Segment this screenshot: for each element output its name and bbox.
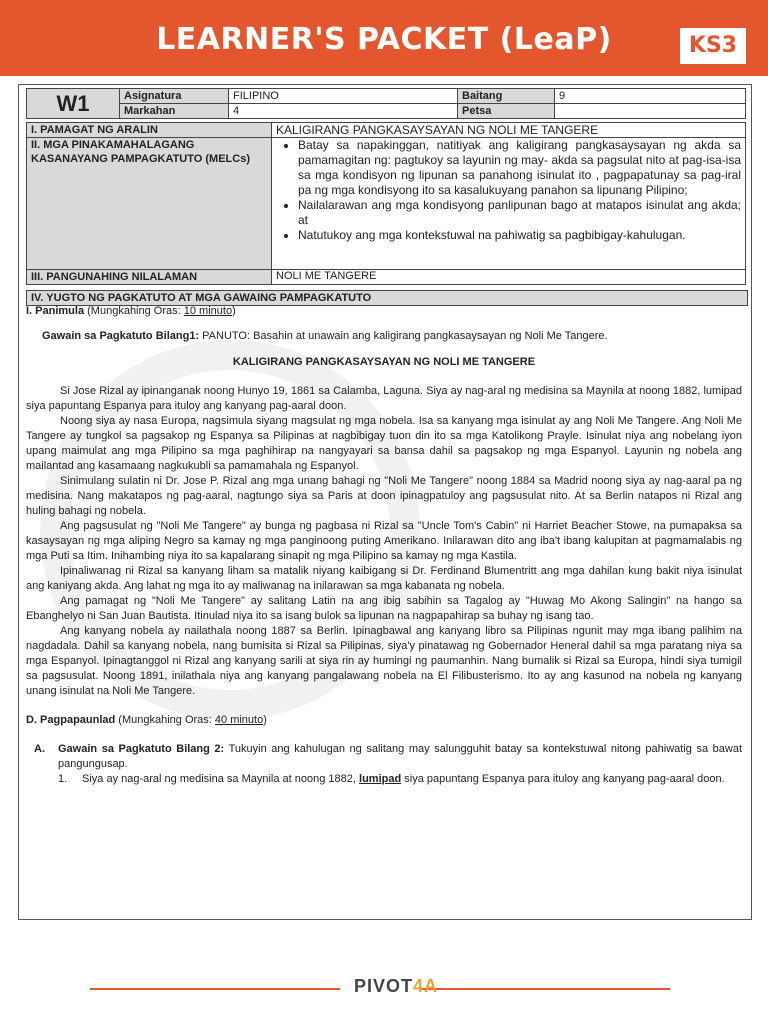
underlined-word: lumipad <box>359 773 402 785</box>
item-text-before: Siya ay nag-aral ng medisina sa Maynila at noong 1882, <box>82 773 360 785</box>
panimula-label: I. Panimula <box>26 305 85 317</box>
banner <box>0 0 768 76</box>
gawain2-item <box>58 772 742 787</box>
nilalaman-value: NOLI ME TANGERE <box>272 270 746 285</box>
lesson-content <box>26 304 742 787</box>
gawain2-instructions <box>58 742 742 772</box>
reading-title: KALIGIRANG PANGKASAYSAYAN NG NOLI ME TANGERE <box>232 356 536 368</box>
panimula-time-prefix: (Mungkahing Oras: <box>87 305 184 317</box>
nilalaman-label: III. PANGUNAHING NILALAMAN <box>27 270 272 285</box>
paragraph: Si Jose Rizal ay ipinanganak noong Hunyo 19, 1861 sa Calamba, Laguna. Siya ay nag-aral ng medisina sa Maynila at noong 1882, lumipad siya papuntang Espanya para ituloy ang kanyang pag-aaral doon. <box>26 385 742 412</box>
sections-table <box>26 122 746 285</box>
melc-list <box>276 138 741 243</box>
gawain1-text: PANUTO: Basahin at unawain ang kaligirang pangkasaysayan ng Noli Me Tangere. <box>199 330 608 342</box>
panimula-time: 10 minuto <box>183 305 233 317</box>
melc-cell <box>272 138 746 270</box>
baitang-value: 9 <box>555 89 746 104</box>
paragraph: Ang pamagat ng "Noli Me Tangere" ay salitang Latin na ang ibig sabihin sa Tagalog ay "Huwag Mo Akong Salingin" na hango sa Ebanghelyo ni San Juan Bautista. Itinulad niya ito sa isang bulok sa lipunan na nagpapahirap sa buhay ng isang tao. <box>26 595 742 622</box>
markahan-label: Markahan <box>120 104 229 119</box>
gawain1-label: Gawain sa Pagkatuto Bilang1: <box>42 330 200 342</box>
footer-line-right <box>420 988 670 990</box>
markahan-value: 4 <box>229 104 458 119</box>
week-label: W1 <box>27 89 120 119</box>
melc-label: II. MGA PINAKAMAHALAGANG KASANAYANG PAMPAGKATUTO (MELCs) <box>27 138 272 270</box>
gawain2-text: Tukuyin ang kahulugan ng salitang may salungguhit batay sa kontekstuwal nitong pahiwatig sa bawat pangungusap. <box>58 743 742 770</box>
pamagat-value: KALIGIRANG PANGKASAYSAYAN NG NOLI ME TANGERE <box>272 123 746 138</box>
pagpapaunlad-line <box>26 713 742 728</box>
ks3-badge: KS3 <box>680 28 746 64</box>
header-table <box>26 88 746 119</box>
footer-line-left <box>90 988 340 990</box>
item-number: 1. <box>58 773 68 785</box>
banner-title: LEARNER'S PACKET (LeaP) <box>156 22 612 57</box>
pagpapaunlad-label: D. Pagpapaunlad <box>26 714 116 726</box>
paragraph: Ipinaliwanag ni Rizal sa kanyang liham sa matalik niyang kaibigang si Dr. Ferdinand Blumentritt ang mga dahilan kung bakit niya isinulat ang kaniyang akda. Ang lahat ng mga ito ay maliwanag na inilarawan sa mga kabanata ng nobela. <box>26 565 742 592</box>
gawain2-label: Gawain sa Pagkatuto Bilang 2: <box>58 743 225 755</box>
melc-item: • Batay sa napakinggan, natitiyak ang kaligirang pangkasaysayan ng akda sa pamamagitan ng: pagtukoy sa layunin ng may- akda sa pagsulat nito at pag-isa-isa sa mga kondisyon ng lipunan sa panahong isinulat ito , pagpapatunay sa pag-iral pa ng mga kondisyong ito sa kasalukuyang panahon sa lipunang Pilipino; <box>298 138 741 198</box>
gawain2-marker: A. <box>34 743 45 755</box>
petsa-value <box>555 104 746 119</box>
logo-accent: 4A <box>413 976 439 996</box>
item-sentence <box>82 772 742 787</box>
gawain1-line <box>26 329 742 344</box>
paragraph: Noong siya ay nasa Europa, nagsimula siyang magsulat ng mga nobela. Isa sa kanyang mga isinulat ay ang Noli Me Tangere. Ang Noli Me Tangere ay tungkol sa pagsakop ng Espanya sa Pilipinas at nagbibigay tuon din ito sa mga Katolikong Prayle. Isinulat niya ang nobelang iyon upang maimulat ang mga Pilipino sa mga paghihirap na nangyayari sa bansa dahil sa pagsakop ng mga Espanyol. Layunin ng nobela ang mailantad ang kasamaang nagkukubli sa pamamahala ng Espanyol. <box>26 415 742 472</box>
pagpapaunlad-time-prefix: (Mungkahing Oras: <box>115 714 215 726</box>
item-text-after: siya papuntang Espanya para ituloy ang kanyang pag-aaral doon. <box>401 773 725 785</box>
pivot-logo <box>354 976 438 997</box>
baitang-label: Baitang <box>458 89 555 104</box>
melc-item: • Natutukoy ang mga kontekstuwal na pahiwatig sa pagbibigay-kahulugan. <box>298 228 741 243</box>
melc-item: • Nailalarawan ang mga kondisyong panlipunan bago at matapos isinulat ang akda; at <box>298 198 741 228</box>
pagpapaunlad-time-suffix: ) <box>263 714 267 726</box>
paragraph: Ang kanyang nobela ay nailathala noong 1887 sa Berlin. Ipinagbawal ang kanyang libro sa Pilipinas ngunit may mga ibang palihim na nagdadala. Dahil sa kanyang nobela, nang bumisita si Rizal sa Pilipinas, siya'y pinatawag ng Gobernador Heneral dahil sa mga paratang niya sa mga Espanyol. Ipinagtanggol ni Rizal ang kanyang sarili at siya rin ay humingi ng paumanhin. Nang bumalik si Rizal sa Europa, hindi siya tumigil sa pagsusulat. Noong 1891, inilathala niya ang kanyang pangalawang nobela na El Filibusterismo. Ito ay ang kasunod na nobela ng kanyang unang isinulat na Noli Me Tangere. <box>26 625 742 697</box>
paragraph: Ang pagsusulat ng "Noli Me Tangere" ay bunga ng pagbasa ni Rizal sa "Uncle Tom's Cabin" ni Harriet Beacher Stowe, na pumapaksa sa kasaysayan ng mga aliping Negro sa kamay ng mga panginoong puting Amerikano. Inilarawan dito ang iba't ibang kalupitan at pagmamalabis ng mga Puti sa Itim. Inihambing niya ito sa kapalarang sinapit ng mga Pilipino sa kamay ng mga Kastila. <box>26 520 742 562</box>
asignatura-label: Asignatura <box>120 89 229 104</box>
panimula-time-suffix: ) <box>232 305 236 317</box>
panimula-line <box>26 304 742 319</box>
gawain2-block <box>26 742 742 787</box>
asignatura-value: FILIPINO <box>229 89 458 104</box>
paragraph: Sinimulang sulatin ni Dr. Jose P. Rizal ang mga unang bahagi ng "Noli Me Tangere" noong 1884 sa Madrid noong siya ay nag-aaral pa ng medisina. Nang makatapos ng pag-aaral, nagtungo siya sa Paris at doon ipinagpatuloy ang pagsusulat nito. At sa Berlin natapos ni Rizal ang huling bahagi ng nobela. <box>26 475 742 517</box>
pamagat-label: I. PAMAGAT NG ARALIN <box>27 123 272 138</box>
logo-text: PIVOT <box>354 976 414 996</box>
yugto-heading: IV. YUGTO NG PAGKATUTO AT MGA GAWAING PAMPAGKATUTO <box>26 290 748 306</box>
pagpapaunlad-time: 40 minuto <box>214 714 264 726</box>
petsa-label: Petsa <box>458 104 555 119</box>
